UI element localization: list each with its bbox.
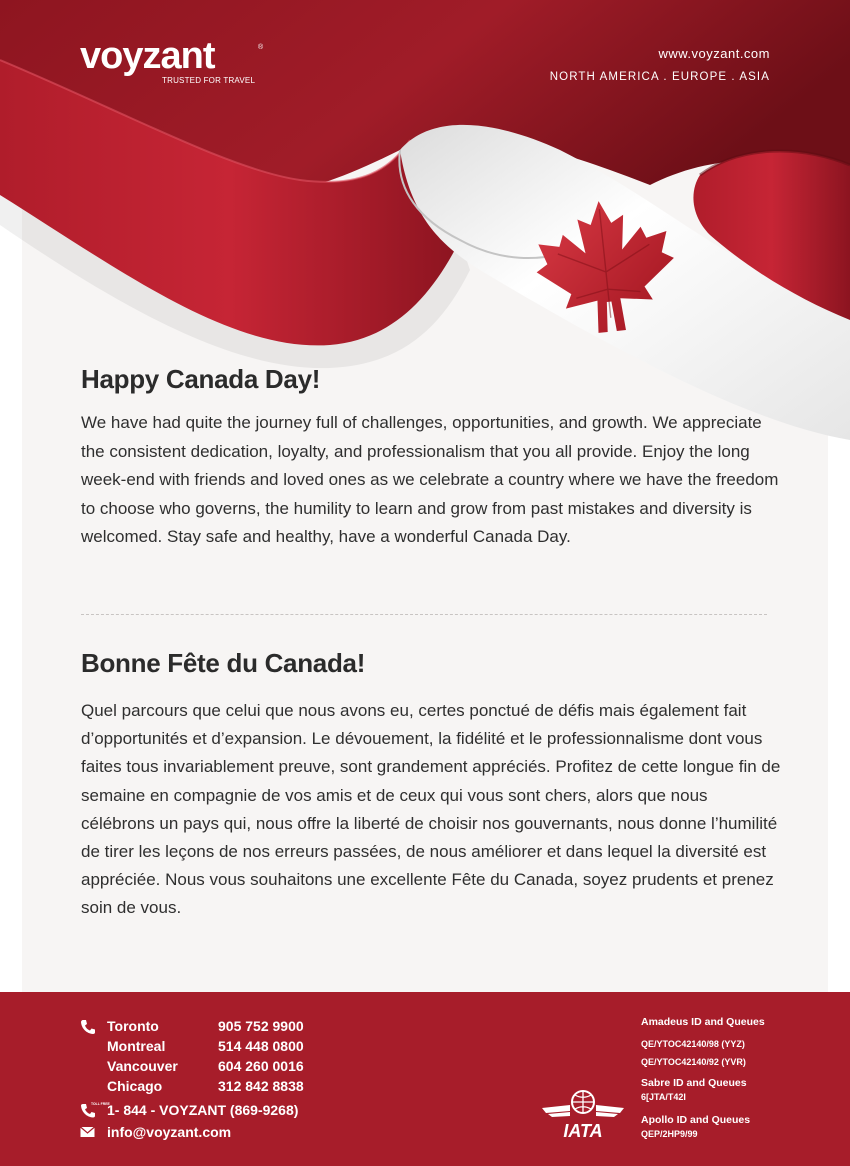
footer bbox=[0, 992, 850, 1166]
office-phone[interactable]: 312 842 8838 bbox=[218, 1078, 304, 1094]
office-phone[interactable]: 514 448 0800 bbox=[218, 1038, 304, 1054]
logo-text: voyzant bbox=[80, 35, 215, 77]
apollo-heading: Apollo ID and Queues bbox=[641, 1114, 751, 1126]
amadeus-heading: Amadeus ID and Queues bbox=[641, 1016, 765, 1028]
office-phone[interactable]: 905 752 9900 bbox=[218, 1018, 304, 1034]
iata-label: IATA bbox=[563, 1121, 603, 1141]
section-divider bbox=[81, 614, 767, 615]
office-phone[interactable]: 604 260 0016 bbox=[218, 1058, 304, 1074]
office-city: Toronto bbox=[107, 1018, 159, 1034]
logo-tagline: TRUSTED FOR TRAVEL bbox=[162, 76, 256, 85]
french-section bbox=[81, 646, 781, 923]
regions-text: NORTH AMERICA . EUROPE . ASIA bbox=[549, 71, 770, 83]
office-city: Montreal bbox=[107, 1038, 166, 1054]
english-section bbox=[81, 362, 781, 552]
gds-queues bbox=[641, 1016, 821, 1141]
french-title: Bonne Fête du Canada! bbox=[81, 648, 366, 678]
phone-icon bbox=[80, 1019, 96, 1035]
website-link[interactable]: www.voyzant.com bbox=[658, 46, 770, 61]
office-city: Chicago bbox=[107, 1078, 163, 1094]
iata-logo-icon bbox=[540, 1089, 626, 1141]
english-title: Happy Canada Day! bbox=[81, 364, 321, 394]
toll-free-number[interactable]: 1- 844 - VOYZANT (869-9268) bbox=[107, 1102, 299, 1118]
mail-icon bbox=[80, 1126, 95, 1138]
english-body: We have had quite the journey full of challenges, opportunities, and growth. We appreciate the consistent dedication, loyalty, and professionalism that you all provide. Enjoy the long week-end with friends and loved ones as we celebrate a country where we have the freedom to choose who governs, the humility to learn and grow from past mistakes and diversity is welcomed. Stay safe and healthy, have a wonderful Canada Day. bbox=[81, 413, 779, 546]
office-city: Vancouver bbox=[107, 1058, 178, 1074]
amadeus-value: QE/YTOC42140/92 (YVR) bbox=[641, 1057, 746, 1067]
header-info bbox=[550, 46, 770, 84]
sabre-value: 6[JTA/T42I bbox=[641, 1092, 686, 1102]
apollo-value: QEP/2HP9/99 bbox=[641, 1129, 698, 1139]
voyzant-logo[interactable] bbox=[80, 30, 270, 90]
amadeus-value: QE/YTOC42140/98 (YYZ) bbox=[641, 1039, 745, 1049]
toll-free-phone-icon bbox=[80, 1101, 110, 1119]
french-body: Quel parcours que celui que nous avons eu, certes ponctué de défis mais également fait d’opportunités et d’expansion. Le dévouement, la fidélité et le professionnalisme dont vous faites tous invariablement preuve, sont grandement appréciés. Profitez de cette longue fin de semaine en compagnie de vos amis et de ceux qui vous sont chers, alors que nous célébrons un pays qui, nous offre la liberté de choisir nos gouvernants, nous donne l’humilité de tirer les leçons de nos erreurs passées, de nous améliorer et dans lequel la diversité est appréciée. Nous vous souhaitons une excellente Fête du Canada, soyez prudents et prenez soin de vous. bbox=[81, 701, 781, 918]
sabre-heading: Sabre ID and Queues bbox=[641, 1077, 747, 1089]
toll-free-badge: TOLL FREE bbox=[91, 1102, 110, 1106]
email-link[interactable]: info@voyzant.com bbox=[107, 1124, 232, 1140]
registered-mark: ® bbox=[258, 44, 264, 51]
